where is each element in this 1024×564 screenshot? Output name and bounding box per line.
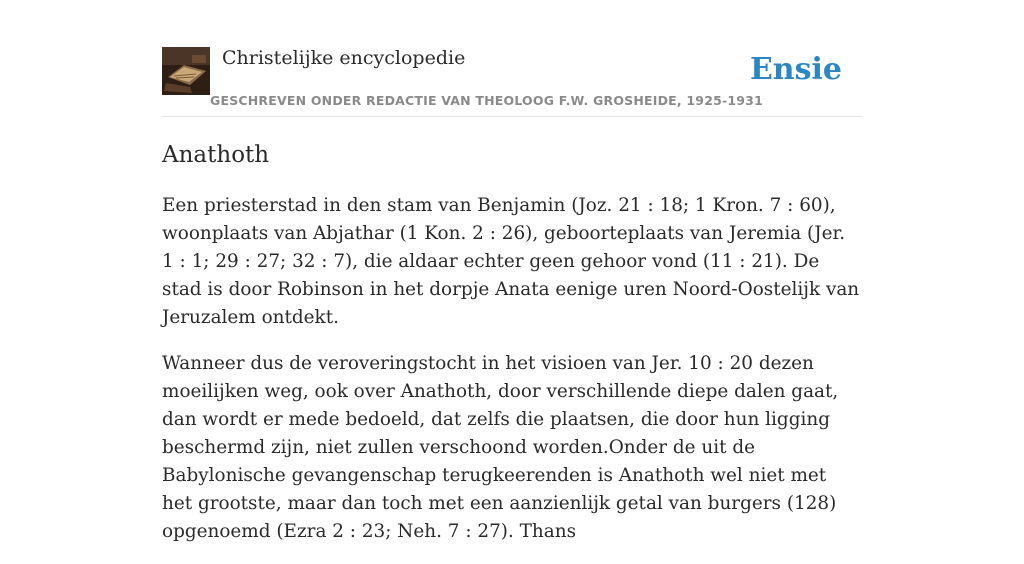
site-header [162, 46, 862, 117]
article-paragraph: Wanneer dus de veroveringstocht in het visioen van Jer. 10 : 20 dezen moeilijken weg, ook over Anathoth, door verschillende diepe dalen gaat, dan wordt er mede bedoeld, dat zelfs die plaatsen, die door hun ligging beschermd zijn, niet zullen verschoond worden.Onder de uit de Babylonische gevangenschap terugkeerenden is Anathoth wel niet met het grootste, maar dan toch met een aanzienlijk getal van burgers (128) opgenoemd (Ezra 2 : 23; Neh. 7 : 27). Thans [162, 353, 839, 542]
site-title[interactable]: Christelijke encyclopedie [222, 47, 466, 69]
brand-logo[interactable]: Ensie [749, 52, 842, 87]
article-body [162, 192, 862, 564]
site-subtitle: GESCHREVEN ONDER REDACTIE VAN THEOLOOG F.W. GROSHEIDE, 1925-1931 [210, 93, 763, 108]
avatar-image [162, 47, 210, 95]
book-photo-icon[interactable] [162, 47, 210, 95]
article-title: Anathoth [162, 142, 270, 168]
article-paragraph: Een priesterstad in den stam van Benjamin (Joz. 21 : 18; 1 Kron. 7 : 60), woonplaats van Abjathar (1 Kon. 2 : 26), geboorteplaats van Jeremia (Jer. 1 : 1; 29 : 27; 32 : 7), die aldaar echter geen gehoor vond (11 : 21). De stad is door Robinson in het dorpje Anata eenige uren Noord-Oostelijk van Jeruzalem ontdekt. [162, 195, 860, 328]
